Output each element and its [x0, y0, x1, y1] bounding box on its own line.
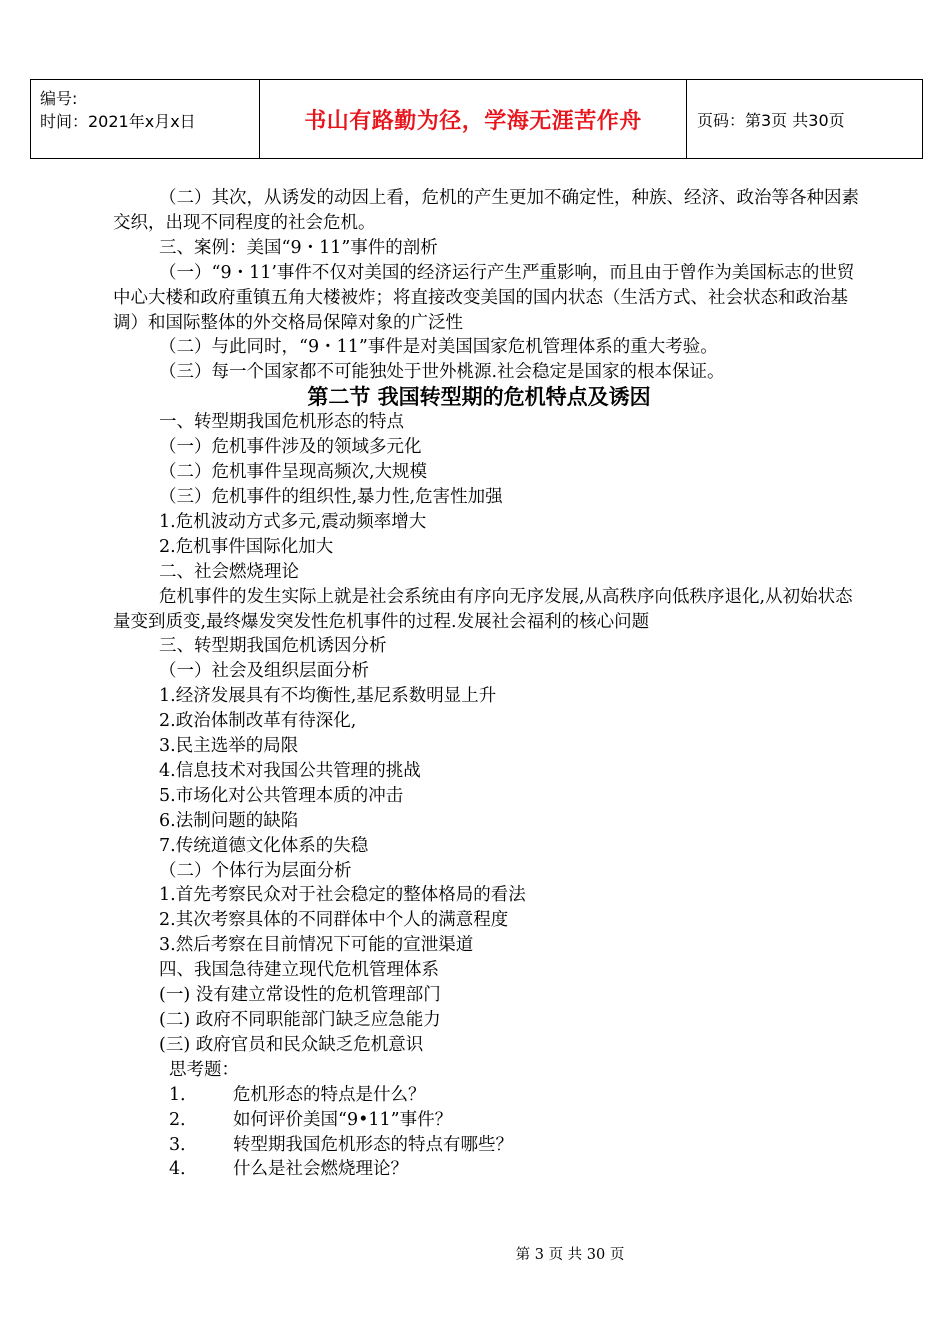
paragraph: （三）每一个国家都不可能独处于世外桃源.社会稳定是国家的根本保证。: [159, 362, 725, 383]
questions-heading: 思考题：: [169, 1059, 239, 1080]
question-number: 1．: [169, 1084, 198, 1105]
line: 3.然后考察在目前情况下可能的宣泄渠道: [159, 935, 474, 956]
line: 三、转型期我国危机诱因分析: [159, 636, 387, 657]
line: 2.政治体制改革有待深化,: [159, 711, 357, 732]
line: （二）危机事件呈现高频次,大规模: [159, 462, 428, 483]
paragraph: （二）其次，从诱发的动因上看，危机的产生更加不确定性，种族、经济、政治等各种因素交织，出现不同程度的社会危机。: [113, 188, 859, 233]
line: 1.首先考察民众对于社会稳定的整体格局的看法: [159, 885, 526, 906]
paragraph: 三、案例：美国“9・11”事件的剖析: [159, 237, 438, 258]
section-title: 第二节 我国转型期的危机特点及诱因: [307, 385, 651, 410]
line: 2.其次考察具体的不同群体中个人的满意程度: [159, 910, 509, 931]
line: 二、社会燃烧理论: [159, 561, 299, 582]
question-item: [113, 1157, 863, 1182]
theory-paragraph: 危机事件的发生实际上就是社会系统由有序向无序发展,从高秩序向低秩序退化,从初始状态量变到质变,最终爆发突发性危机事件的过程.发展社会福利的核心问题: [113, 586, 853, 632]
number-label: 编号:: [40, 89, 78, 108]
line: 4.信息技术对我国公共管理的挑战: [159, 760, 421, 781]
question-item: [113, 1083, 863, 1108]
line: （二）个体行为层面分析: [159, 860, 352, 881]
line: （三）危机事件的组织性,暴力性,危害性加强: [159, 486, 503, 507]
paragraph: （一）“9・11’事件不仅对美国的经济运行产生严重影响，而且由于曾作为美国标志的世贸中心大楼和政府重镇五角大楼被炸；将直接改变美国的国内状态（生活方式、社会状态和政治基调）和国际整体的外交格局保障对象的广泛性: [113, 262, 855, 333]
line: 1.危机波动方式多元,震动频率增大: [159, 511, 427, 532]
page-header: [30, 79, 923, 159]
line: 5.市场化对公共管理本质的冲击: [159, 785, 404, 806]
page-footer: 第 3 页 共 30 页: [515, 1247, 625, 1263]
question-item: [113, 1133, 863, 1158]
line: 6.法制问题的缺陷: [159, 810, 299, 831]
line: 7.传统道德文化体系的失稳: [159, 835, 369, 856]
header-motto: 书山有路勤为径，学海无涯苦作舟: [260, 80, 687, 158]
paragraph: （二）与此同时，“9・11”事件是对美国国家危机管理体系的重大考验。: [159, 337, 718, 358]
line: 3.民主选举的局限: [159, 736, 299, 757]
time-label: 时间：2021年x月x日: [40, 112, 196, 131]
line: （一）危机事件涉及的领域多元化: [159, 437, 422, 458]
line: （一）社会及组织层面分析: [159, 661, 369, 682]
line: (三) 政府官员和民众缺乏危机意识: [159, 1034, 424, 1055]
question-text: 危机形态的特点是什么？: [233, 1084, 426, 1105]
line: (一) 没有建立常设性的危机管理部门: [159, 985, 441, 1006]
question-text: 什么是社会燃烧理论？: [233, 1159, 408, 1180]
question-text: 如何评价美国“9•11”事件？: [233, 1109, 453, 1130]
question-item: [113, 1108, 863, 1133]
question-number: 3．: [169, 1134, 198, 1155]
line: (二) 政府不同职能部门缺乏应急能力: [159, 1010, 441, 1030]
line: 1.经济发展具有不均衡性,基尼系数明显上升: [159, 686, 497, 707]
document-body: [113, 186, 863, 1182]
line: 一、转型期我国危机形态的特点: [159, 412, 404, 433]
line: 四、我国急待建立现代危机管理体系: [159, 960, 439, 981]
header-meta: [31, 80, 260, 158]
question-number: 2．: [169, 1109, 198, 1130]
line: 2.危机事件国际化加大: [159, 536, 334, 557]
question-number: 4．: [169, 1159, 198, 1180]
question-text: 转型期我国危机形态的特点有哪些？: [233, 1134, 513, 1155]
header-page-label: 页码：第3页 共30页: [697, 110, 845, 130]
